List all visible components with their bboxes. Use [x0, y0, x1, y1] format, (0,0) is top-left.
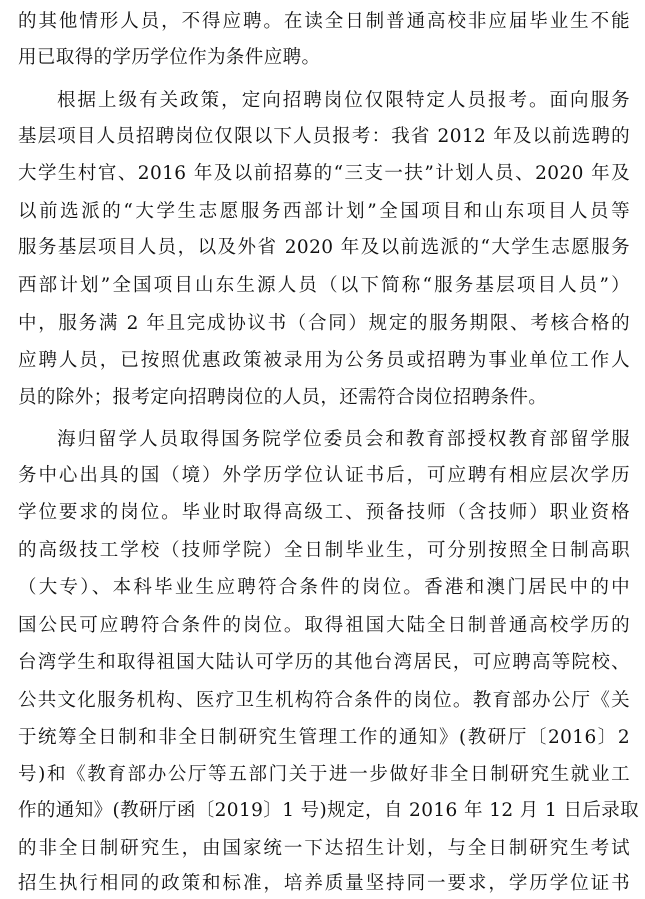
text-line: 号)和《教育部办公厅等五部门关于进一步做好非全日制研究生就业工	[18, 764, 630, 785]
text-line: 大学生村官、2016 年及以前招募的“三支一扶”计划人员、2020 年及	[18, 163, 630, 184]
text-line: 务中心出具的国（境）外学历学位认证书后，可应聘有相应层次学历	[18, 465, 630, 486]
text-line: 中，服务满 2 年且完成协议书（合同）规定的服务期限、考核合格的	[18, 313, 630, 334]
text-line: 国公民可应聘符合条件的岗位。取得祖国大陆全日制普通高校学历的	[18, 615, 630, 636]
text-line: 作的通知》(教研厅函〔2019〕1 号)规定，自 2016 年 12 月 1 日后录取	[18, 800, 640, 821]
text-line: 的非全日制研究生，由国家统一下达招生计划，与全日制研究生考试	[18, 838, 630, 859]
text-line: 以前选派的“大学生志愿服务西部计划”全国项目和山东项目人员等	[18, 201, 630, 222]
paragraph-first-line: 海归留学人员取得国务院学位委员会和教育部授权教育部留学服	[57, 429, 630, 450]
text-line: 服务基层项目人员，以及外省 2020 年及以前选派的“大学生志愿服务	[18, 237, 630, 258]
paragraph-first-line: 根据上级有关政策，定向招聘岗位仅限特定人员报考。面向服务	[57, 90, 630, 111]
text-line: 基层项目人员招聘岗位仅限以下人员报考：我省 2012 年及以前选聘的	[18, 126, 630, 147]
text-line: 的高级技工学校（技师学院）全日制毕业生，可分别按照全日制高职	[18, 540, 630, 561]
text-line: 台湾学生和取得祖国大陆认可学历的其他台湾居民，可应聘高等院校、	[18, 652, 630, 673]
text-line: 用已取得的学历学位作为条件应聘。	[18, 47, 321, 68]
text-line: 西部计划”全国项目山东生源人员（以下简称“服务基层项目人员”）	[18, 275, 630, 296]
text-line: 应聘人员，已按照优惠政策被录用为公务员或招聘为事业单位工作人	[18, 350, 630, 371]
text-line: 公共文化服务机构、医疗卫生机构符合条件的岗位。教育部办公厅《关	[18, 690, 630, 711]
text-line: 员的除外；报考定向招聘岗位的人员，还需符合岗位招聘条件。	[18, 387, 548, 408]
text-line: 的其他情形人员，不得应聘。在读全日制普通高校非应届毕业生不能	[18, 11, 630, 32]
text-line: （大专）、本科毕业生应聘符合条件的岗位。香港和澳门居民中的中	[18, 577, 630, 598]
text-line: 于统筹全日制和非全日制研究生管理工作的通知》(教研厅〔2016〕2	[18, 727, 630, 748]
text-line: 学位要求的岗位。毕业时取得高级工、预备技师（含技师）职业资格	[18, 502, 630, 523]
text-line: 招生执行相同的政策和标准，培养质量坚持同一要求，学历学位证书	[18, 873, 630, 894]
